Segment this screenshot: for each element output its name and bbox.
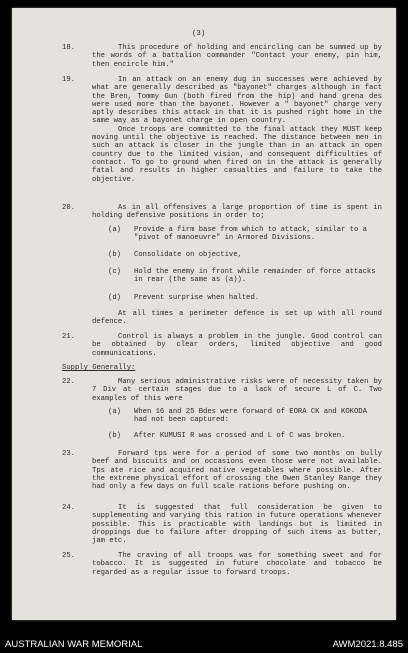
sub-item-letter: (b)	[108, 251, 121, 259]
paragraph-text: The craving of all troops was for something sweet and for tobacco. It is suggested in future chocolate and tobacco be regarded as a regular issue to forward troops.	[92, 552, 382, 577]
sub-item-letter: (d)	[108, 294, 121, 302]
paragraph-text: Forward tps were for a period of some two months on bully beef and biscuits and on occasions even those were not available. Tps ate rice and acquired native vegetables where possible. After the extreme physical effort of crossing the Owen Stanley Range they had only a few days on full scale rations before pushing on.	[92, 450, 382, 492]
sub-item-letter: (b)	[108, 432, 121, 440]
paragraph-number: 22.	[62, 378, 75, 386]
paragraph-number: 19.	[62, 76, 75, 84]
sub-item-text: When 16 and 25 Bdes were forward of EORA CK and KOKODA had not been captured:	[134, 408, 367, 425]
page-number: (3)	[192, 30, 206, 38]
paragraph-number: 24.	[62, 504, 75, 512]
paragraph-number: 20.	[62, 204, 75, 212]
paragraph-text: It is suggested that full consideration be given to supplementing and varying this ration in future operations whenever possible. This is practicable with landings but is limited in droppings due to failure after dropping of such items as butter, jam etc.	[92, 504, 382, 546]
paragraph-text: In an attack on an enemy dug in successes were achieved by what are generally described as "bayonet" charges although in fact the Bren, Tommy Gun (both fired from the hip) and hand grena des were used more than the bayonet. However a " bayonet" charge very aptly describes this attack in that it is pushed right home in the same way as a bayonet charge in open country. Once troops are committed to the final attack they MUST keep moving until the objective is reached. The distance between men in such an attack is closer in the jungle than in an attack in open country due to the limited vision, and consequent difficulties of contact. To go to ground when fired on in the attack is generally fatal and results in higher casualties and failure to take the objective.	[92, 76, 382, 184]
paragraph-text: At all times a perimeter defence is set up with all round defence.	[92, 310, 382, 327]
sub-item-text: After KUMUSI R was crossed and L of C was broken.	[134, 432, 346, 440]
sub-item-text: Prevent surprise when halted.	[134, 294, 260, 302]
sub-item-letter: (a)	[108, 408, 121, 416]
paragraph-number: 21.	[62, 333, 75, 341]
sub-item-letter: (a)	[108, 226, 121, 234]
paragraph-number: 18.	[62, 44, 75, 52]
paragraph-number: 25.	[62, 552, 75, 560]
sub-item-text: Hold the enemy in front while remainder of force attacks in rear (the same as (a)).	[134, 268, 376, 285]
archive-footer	[0, 636, 408, 653]
sub-item-text: Provide a firm base from which to attack, similar to a "pivot of manoeuvre" in Armored Divisions.	[134, 226, 367, 243]
paragraph-text: This procedure of holding and encircling can be summed up by the words of a battalion commander "Contact your enemy, pin him, then encircle him."	[92, 44, 382, 69]
paragraph-text: As in all offensives a large proportion of time is spent in holding defensive positions in order to;	[92, 204, 382, 221]
sub-item-letter: (c)	[108, 268, 121, 276]
accession-number: AWM2021.8.485	[332, 639, 403, 650]
paragraph-text: Control is always a problem in the jungle. Good control can be obtained by clear orders, limited objective and good communications.	[92, 333, 382, 358]
paragraph-number: 23.	[62, 450, 75, 458]
document-page	[12, 8, 396, 620]
paragraph-text: Many serious administrative risks were of necessity taken by 7 Div at certain stages due to a lack of secure L of C. Two examples of this were	[92, 378, 382, 403]
section-heading: Supply Generally:	[62, 364, 136, 372]
institution-name: AUSTRALIAN WAR MEMORIAL	[5, 639, 143, 650]
sub-item-text: Consolidate on objective,	[134, 251, 242, 259]
